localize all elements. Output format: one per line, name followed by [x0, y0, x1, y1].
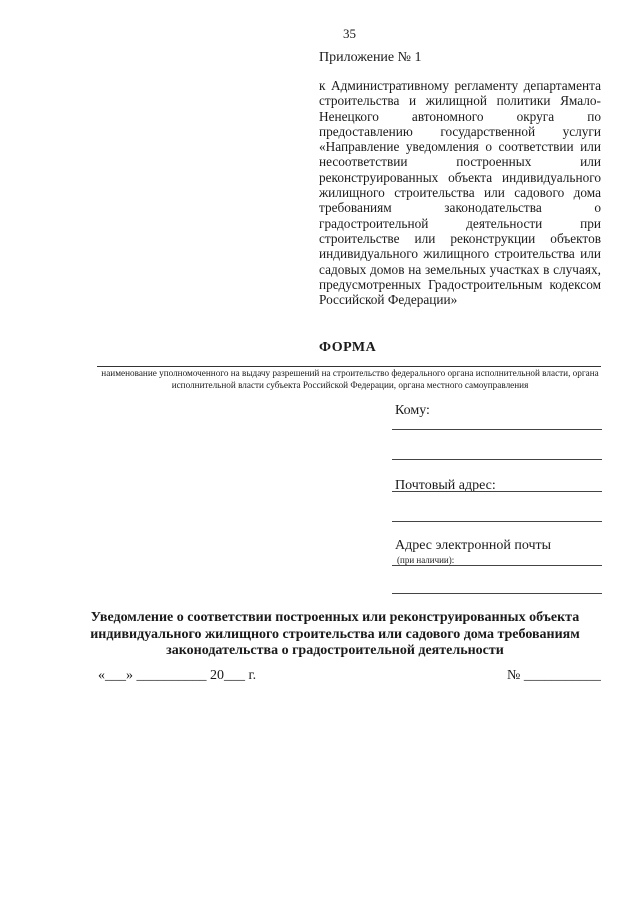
email-input-line-2[interactable]: [392, 593, 602, 594]
page-number: 35: [343, 26, 356, 41]
date-field[interactable]: «___» __________ 20___ г.: [98, 668, 257, 683]
recipient-input-line-2[interactable]: [392, 459, 602, 460]
authority-caption: наименование уполномоченного на выдачу разрешений на строительство федерального органа исполнительной власти, органа исполнительной власти субъекта Российской Федерации, органа местного самоуправления: [101, 368, 599, 390]
appendix-title: Приложение № 1: [319, 50, 422, 65]
email-note: (при наличии):: [397, 555, 455, 565]
notice-title: Уведомление о соответствии построенных или реконструированных объекта индивидуального жилищного строительства или садового дома требованиям законодательства о градостроительной деятельности: [90, 610, 580, 658]
authority-underline: [97, 366, 601, 367]
document-number-field[interactable]: № ___________: [507, 668, 601, 683]
recipient-input-line-1[interactable]: [392, 429, 602, 430]
regulation-reference-text: к Административному регламенту департамента строительства и жилищной политики Ямало-Ненецкого автономного округа по предоставлению государственной услуги «Направление уведомления о соответствии или несоответствии построенных или реконструированных объекта индивидуального жилищного строительства или садового дома требованиям законодательства о градостроительной деятельности при строительстве или реконструкции объектов индивидуального жилищного строительства или садовых домов на земельных участках в случаях, предусмотренных Градостроительным кодексом Российской Федерации»: [319, 78, 601, 308]
postal-address-underline: [392, 491, 602, 492]
form-label: ФОРМА: [319, 340, 377, 355]
recipient-label: Кому:: [395, 403, 430, 418]
email-label: Адрес электронной почты: [395, 538, 552, 553]
email-input-line-1[interactable]: [392, 565, 602, 566]
postal-address-input-line[interactable]: [392, 521, 602, 522]
postal-address-label: Почтовый адрес:: [395, 478, 496, 493]
